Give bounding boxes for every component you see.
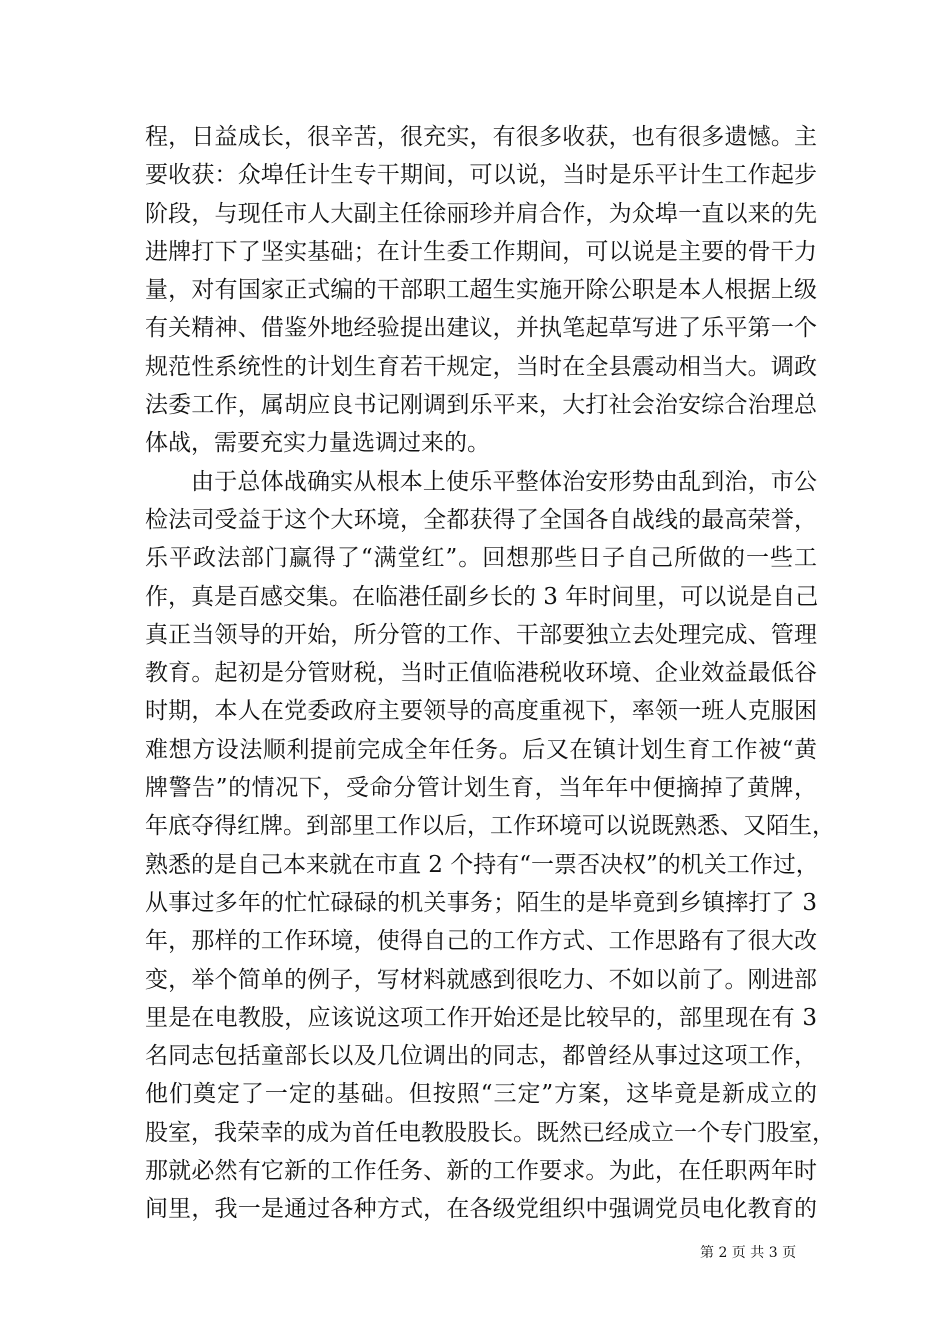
text-line: 进牌打下了坚实基础；在计生委工作期间，可以说是主要的骨干力 (145, 238, 817, 265)
text-line: 牌警告”的情况下，受命分管计划生育，当年年中便摘掉了黄牌， (145, 775, 817, 802)
text-line: 年底夺得红牌。到部里工作以后，工作环境可以说既熟悉、又陌生， (145, 813, 835, 840)
text-line: 阶段，与现任市人大副主任徐丽珍并肩合作，为众埠一直以来的先 (145, 200, 817, 227)
page-number-footer: 第 2 页 共 3 页 (700, 1245, 797, 1261)
paragraph (145, 118, 817, 463)
text-line: 那就必然有它新的工作任务、新的工作要求。为此，在任职两年时 (145, 1158, 817, 1185)
paragraph (145, 463, 835, 1229)
text-line: 程，日益成长，很辛苦，很充实，有很多收获，也有很多遗憾。主 (145, 124, 817, 150)
text-line: 里是在电教股，应该说这项工作开始还是比较早的，部里现在有 3 (145, 1004, 817, 1031)
text-line: 要收获：众埠任计生专干期间，可以说，当时是乐平计生工作起步 (145, 162, 817, 189)
text-line: 由于总体战确实从根本上使乐平整体治安形势由乱到治，市公 (191, 468, 817, 495)
text-line: 法委工作，属胡应良书记刚调到乐平来，大打社会治安综合治理总 (145, 392, 817, 419)
text-line: 真正当领导的开始，所分管的工作、干部要独立去处理完成、管理 (145, 621, 817, 648)
text-line: 时期，本人在党委政府主要领导的高度重视下，率领一班人克服困 (145, 698, 817, 725)
text-line: 难想方设法顺利提前完成全年任务。后又在镇计划生育工作被“黄 (145, 736, 817, 763)
text-line: 他们奠定了一定的基础。但按照“三定”方案，这毕竟是新成立的 (145, 1081, 817, 1108)
text-line: 教育。起初是分管财税，当时正值临港税收环境、企业效益最低谷 (145, 660, 817, 687)
text-line: 有关精神、借鉴外地经验提出建议，并执笔起草写进了乐平第一个 (145, 315, 817, 342)
text-line: 名同志包括童部长以及几位调出的同志，都曾经从事过这项工作， (145, 1043, 817, 1070)
text-line: 检法司受益于这个大环境，全都获得了全国各自战线的最高荣誉， (145, 506, 817, 533)
text-line: 熟悉的是自己本来就在市直 2 个持有“一票否决权”的机关工作过， (145, 851, 819, 878)
text-line: 股室，我荣幸的成为首任电教股股长。既然已经成立一个专门股室， (145, 1119, 835, 1146)
text-line: 量，对有国家正式编的干部职工超生实施开除公职是本人根据上级 (145, 277, 817, 304)
text-line: 作，真是百感交集。在临港任副乡长的 3 年时间里，可以说是自己 (145, 583, 819, 610)
text-line: 间里，我一是通过各种方式，在各级党组织中强调党员电化教育的 (145, 1196, 817, 1223)
text-line: 乐平政法部门赢得了“满堂红”。回想那些日子自己所做的一些工 (145, 545, 817, 572)
body-text (145, 118, 835, 1229)
text-line: 从事过多年的忙忙碌碌的机关事务；陌生的是毕竟到乡镇摔打了 3 (145, 889, 817, 916)
text-line: 年，那样的工作环境，使得自己的工作方式、工作思路有了很大改 (145, 928, 817, 955)
text-line: 规范性系统性的计划生育若干规定，当时在全县震动相当大。调政 (145, 353, 817, 380)
text-line: 变，举个简单的例子，写材料就感到很吃力、不如以前了。刚进部 (145, 966, 817, 993)
text-line: 体战，需要充实力量选调过来的。 (145, 430, 490, 457)
